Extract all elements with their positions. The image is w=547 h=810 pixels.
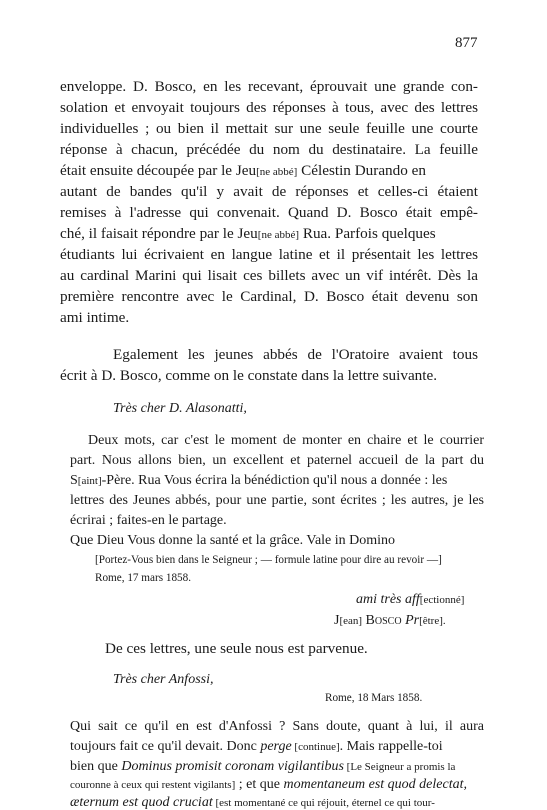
body-line: De ces lettres, une seule nous est parvenue. (105, 640, 368, 657)
letter-line (70, 778, 484, 792)
letter-salutation: Très cher D. Alasonatti, (113, 401, 247, 416)
text: J (334, 613, 340, 628)
text: Dominus promisit coronam vigilantibus (121, 759, 344, 774)
editorial-note: [Portez-Vous bien dans le Seigneur ; — formule latine pour dire au revoir —] (95, 554, 442, 566)
text: était ensuite découpée par le Jeu (60, 162, 257, 179)
text: æternum est quod cruciat (70, 795, 213, 810)
editorial-insert: [ean] (339, 615, 363, 627)
body-line: individuelles ; ou bien il mettait sur une seule feuille une courte (60, 120, 478, 137)
body-line: Egalement les jeunes abbés de l'Oratoire avaient tous (113, 346, 478, 363)
letter-line (70, 474, 484, 488)
editorial-insert: [est momentané ce qui réjouit, éternel ce qui tour- (212, 797, 435, 809)
text: . Mais rappelle-toi (339, 739, 443, 754)
letter-line: écrirai ; faites-en le partage. (70, 513, 227, 528)
body-line (60, 226, 478, 241)
editorial-insert: [Le Seigneur a promis la (343, 761, 456, 773)
letter-line (70, 796, 484, 810)
text: -Père. Rua Vous écrira la bénédiction qu'il nous a donnée : les (101, 473, 448, 488)
text: bien que (70, 759, 122, 774)
text: momentaneum est quod delectat, (283, 777, 467, 792)
text: Célestin Durando en (297, 162, 426, 179)
letter-place-date: Rome, 17 mars 1858. (95, 572, 192, 584)
letter-salutation: Très cher Anfossi, (113, 672, 214, 687)
body-line (60, 163, 478, 178)
letter-line: Deux mots, car c'est le moment de monter en chaire et le courrier (88, 433, 484, 448)
letter-place-date: Rome, 18 Mars 1858. (325, 692, 423, 704)
letter-line: part. Nous allons bien, un excellent et paternel accueil de la part du (70, 453, 484, 468)
text: Pr (405, 613, 420, 628)
letter-line: Qui sait ce qu'il en est d'Anfossi ? Sans doute, quant à lui, il aura (70, 719, 484, 734)
text: ami très aff (356, 592, 420, 607)
editorial-insert: [ne abbé] (257, 229, 300, 241)
editorial-insert: [ne abbé] (256, 166, 298, 178)
text: S (70, 473, 78, 488)
body-line: écrit à D. Bosco, comme on le constate dans la lettre suivante. (60, 367, 438, 384)
letter-line (70, 740, 484, 754)
body-line: ami intime. (60, 309, 130, 326)
editorial-insert: [continue] (291, 741, 340, 753)
text: perge (260, 739, 292, 754)
letter-line: Que Dieu Vous donne la santé et la grâce. Vale in Domino (70, 533, 396, 548)
letter-signature (334, 614, 446, 628)
page-number: 877 (455, 35, 478, 51)
editorial-insert: couronne à ceux qui restent vigilants] (70, 779, 236, 791)
body-line: au cardinal Marini qui lisait ces billets avec un vif intérêt. Dès la (60, 267, 478, 284)
body-line: solation et envoyait toujours des réponses à tous, avec des lettres (60, 99, 478, 116)
text: ché, il faisait répondre par le Jeu (60, 225, 258, 242)
body-line: réponse à chacun, précédée du nom du destinataire. La feuille (60, 141, 478, 158)
text: toujours fait ce qu'il devait. Donc (70, 739, 261, 754)
editorial-insert: [ectionné] (419, 594, 465, 606)
text: Bosco (365, 613, 402, 628)
letter-line: lettres des Jeunes abbés, pour une partie, sont écrites ; les autres, je les (70, 493, 484, 508)
text: Rua. Parfois quelques (299, 225, 436, 242)
body-line: enveloppe. D. Bosco, en les recevant, éprouvait une grande con- (60, 78, 478, 95)
letter-closing (356, 593, 464, 607)
body-line: autant de bandes qu'il y avait de réponses et celles-ci étaient (60, 183, 478, 200)
editorial-insert: [être]. (419, 615, 446, 627)
body-line: remises à l'adresse qui convenait. Quand D. Bosco était empê- (60, 204, 478, 221)
editorial-insert: [aint] (77, 475, 102, 487)
letter-line (70, 760, 484, 774)
body-line: première rencontre avec le Cardinal, D. Bosco était devenu son (60, 288, 478, 305)
body-line: étudiants lui écrivaient en langue latine et il présentait les lettres (60, 246, 478, 263)
text: ; et que (235, 777, 284, 792)
